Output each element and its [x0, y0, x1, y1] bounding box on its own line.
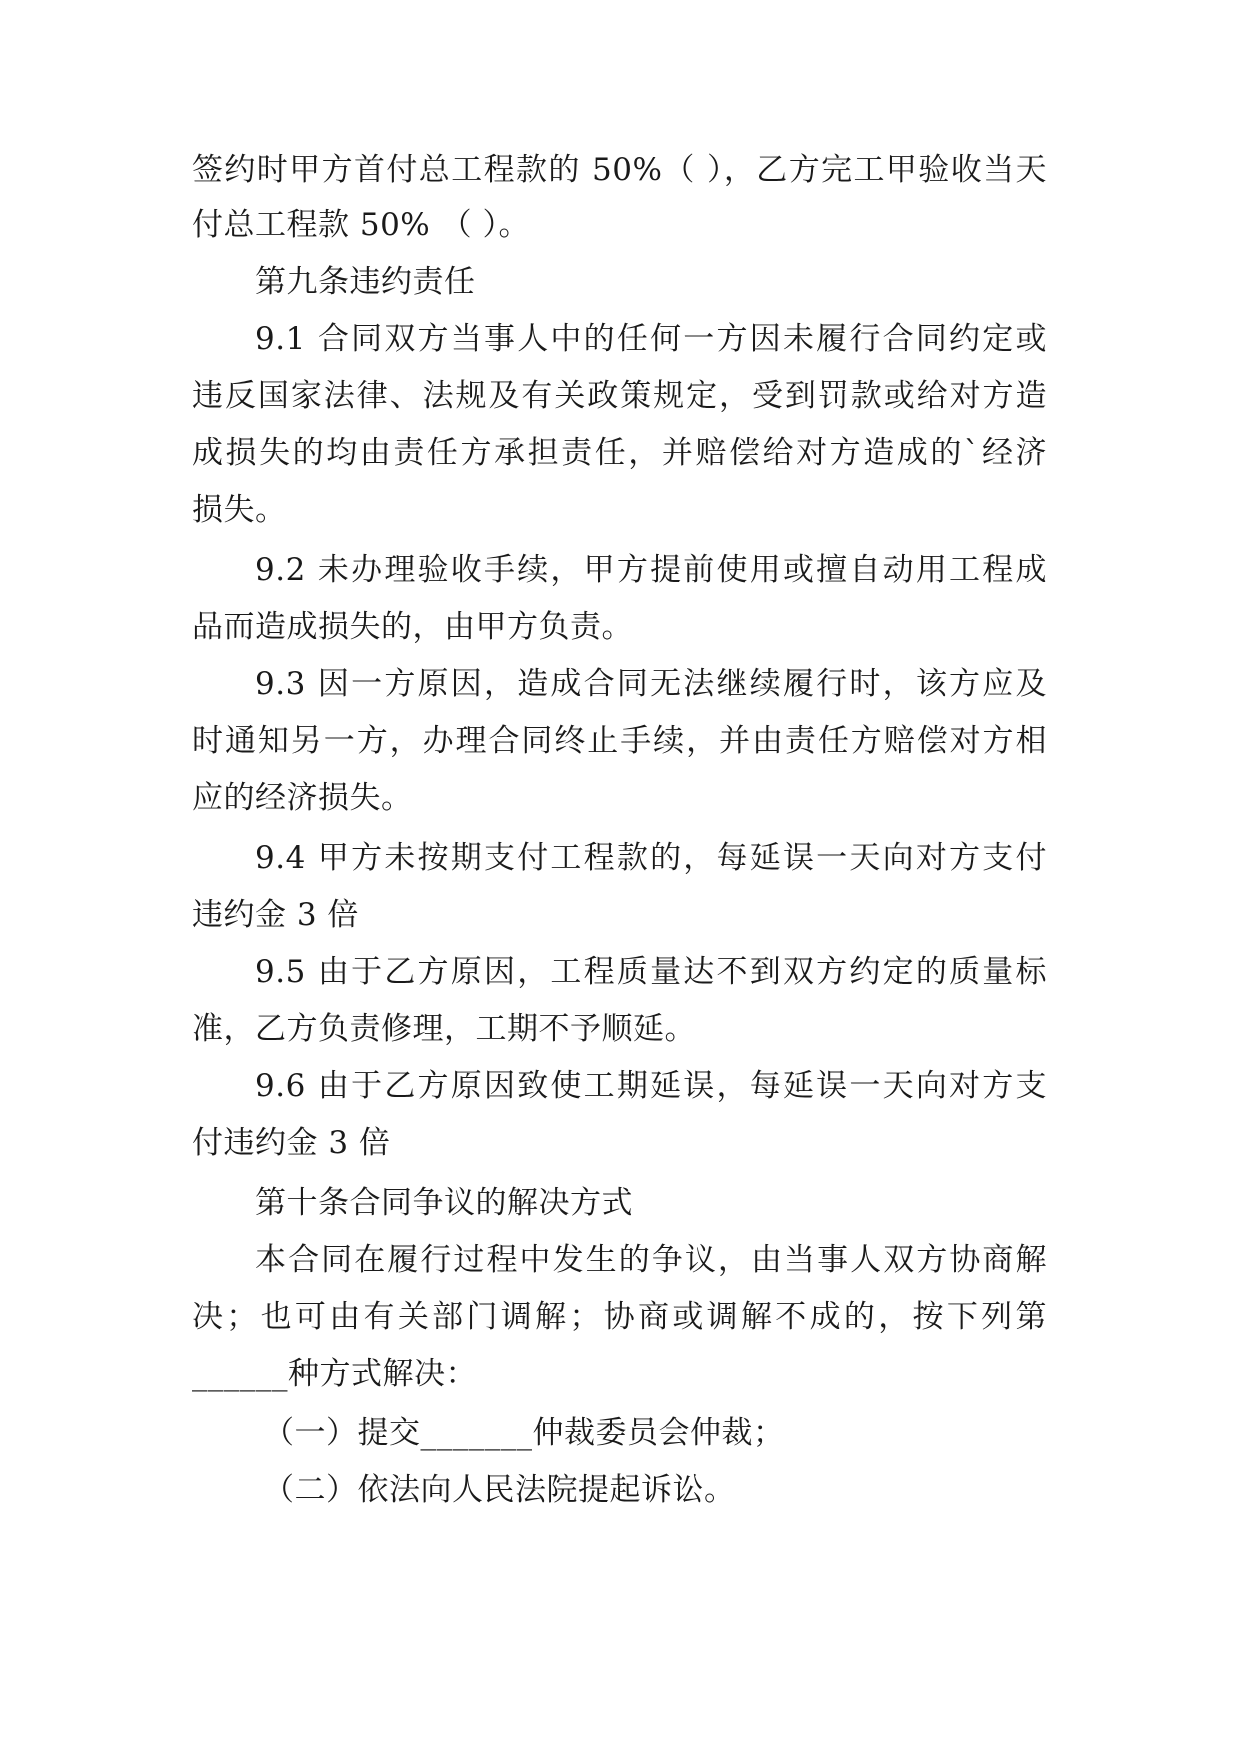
text-line: 9.2 未办理验收手续，甲方提前使用或擅自动用工程成: [255, 552, 1047, 588]
text-line: 9.6 由于乙方原因致使工期延误，每延误一天向对方支: [255, 1068, 1047, 1104]
list-item: （一）提交_______仲裁委员会仲裁；: [263, 1415, 785, 1451]
text-line: 成损失的均由责任方承担责任，并赔偿给对方造成的`经济: [192, 435, 1047, 471]
text-line: 违反国家法律、法规及有关政策规定，受到罚款或给对方造: [192, 378, 1047, 414]
text-line: 品而造成损失的，由甲方负责。: [192, 609, 633, 645]
text-line: 签约时甲方首付总工程款的 50%（ ），乙方完工甲验收当天: [192, 152, 1047, 188]
text-line: 损失。: [192, 492, 287, 528]
text-line: 9.1 合同双方当事人中的任何一方因未履行合同约定或: [255, 321, 1047, 357]
section-heading: 第十条合同争议的解决方式: [255, 1185, 633, 1221]
text-line: ______种方式解决：: [192, 1356, 477, 1392]
text-line: 时通知另一方，办理合同终止手续，并由责任方赔偿对方相: [192, 723, 1047, 759]
text-line: 准，乙方负责修理，工期不予顺延。: [192, 1011, 696, 1047]
text-line: 付总工程款 50% （ ）。: [192, 207, 530, 243]
text-line: 本合同在履行过程中发生的争议，由当事人双方协商解: [255, 1242, 1047, 1278]
section-heading: 第九条违约责任: [255, 264, 476, 300]
text-line: 9.5 由于乙方原因，工程质量达不到双方约定的质量标: [255, 954, 1047, 990]
text-line: 9.3 因一方原因，造成合同无法继续履行时，该方应及: [255, 666, 1047, 702]
text-line: 应的经济损失。: [192, 780, 413, 816]
text-line: 违约金 3 倍: [192, 897, 359, 933]
text-line: 决；也可由有关部门调解；协商或调解不成的，按下列第: [192, 1299, 1047, 1335]
text-line: 9.4 甲方未按期支付工程款的，每延误一天向对方支付: [255, 840, 1047, 876]
list-item: （二）依法向人民法院提起诉讼。: [263, 1472, 736, 1508]
text-line: 付违约金 3 倍: [192, 1125, 391, 1161]
